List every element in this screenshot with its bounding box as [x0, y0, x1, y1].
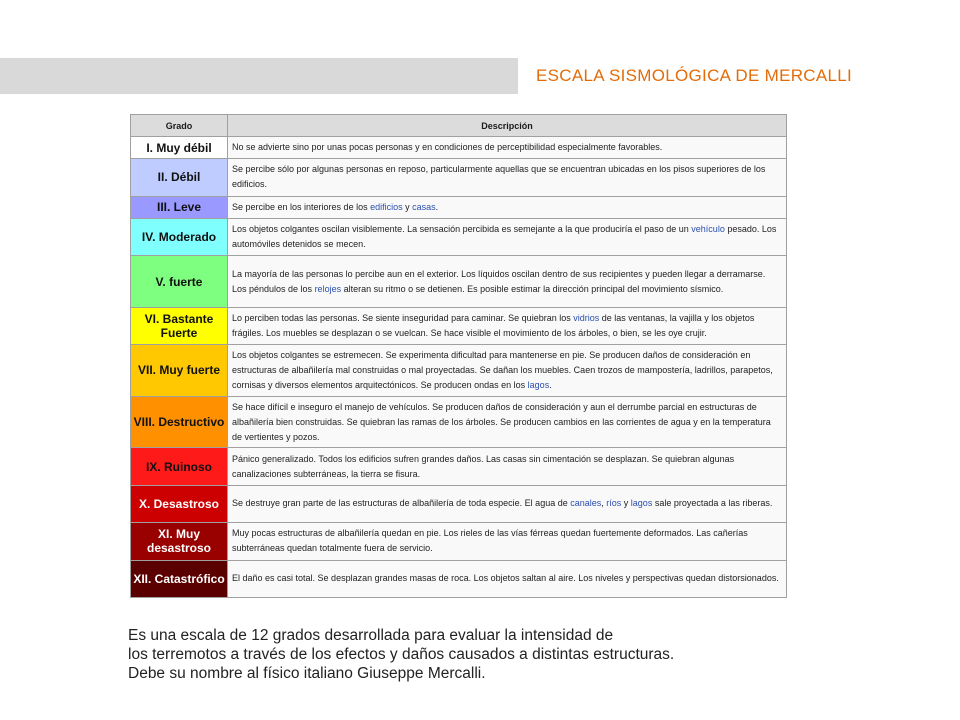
descripcion-cell [228, 561, 786, 598]
grado-cell: III. Leve [131, 197, 227, 218]
slide-title: ESCALA SISMOLÓGICA DE MERCALLI [536, 66, 853, 85]
description-link[interactable]: casas [412, 201, 436, 212]
description-segment: y [402, 201, 413, 212]
table-row [131, 486, 786, 522]
description-text [128, 626, 828, 683]
table-row [131, 523, 786, 559]
grado-cell: IX. Ruinoso [131, 448, 227, 484]
descripcion-cell [228, 256, 786, 307]
descripcion-cell [228, 308, 786, 344]
description-link[interactable]: canales [570, 498, 602, 509]
table-row [131, 308, 786, 344]
grado-cell: I. Muy débil [131, 137, 227, 158]
description-segment: y [621, 498, 631, 509]
table-row [131, 219, 786, 255]
descripcion-cell [228, 397, 786, 448]
description-line: Debe su nombre al físico italiano Giuseppe Mercalli. [128, 665, 486, 682]
table-row [131, 137, 786, 158]
description-segment: Se hace difícil e inseguro el manejo de vehículos. Se producen daños de consideración y aun el derrumbe parcial en estructuras de albañilería bien construidas. Se quiebran las ramas de los árboles. Se producen cambios en las corrientes de agua y en la temperatura de vertientes y pozos. [232, 401, 771, 442]
grado-cell: VIII. Destructivo [131, 397, 227, 448]
description-segment: , [601, 498, 607, 509]
descripcion-cell [228, 523, 786, 559]
mercalli-table-container [130, 114, 787, 598]
description-segment: Pánico generalizado. Todos los edificios sufren grandes daños. Las casas sin cimentación se desplazan. Se quiebran algunas canalizaciones subterráneas, la tierra se fisura. [232, 453, 735, 479]
table-row [131, 561, 786, 598]
grado-cell: V. fuerte [131, 256, 227, 307]
description-segment: No se advierte sino por unas pocas personas y en condiciones de perceptibilidad especialmente favorables. [232, 142, 663, 153]
descripcion-cell [228, 137, 786, 158]
description-link[interactable]: ríos [606, 498, 622, 509]
description-link[interactable]: lagos [630, 498, 653, 509]
descripcion-cell [228, 197, 786, 218]
header-gray-bar [0, 58, 518, 94]
description-segment: La mayoría de las personas lo percibe aun en el exterior. Los líquidos oscilan dentro de sus recipientes y pueden llegar a derramarse. Los péndulos de los [232, 268, 766, 294]
description-link[interactable]: lagos [527, 379, 550, 390]
grado-cell: VI. Bastante Fuerte [131, 308, 227, 344]
grado-cell: VII. Muy fuerte [131, 345, 227, 396]
descripcion-cell [228, 159, 786, 195]
description-segment: Se percibe sólo por algunas personas en reposo, particularmente aquellas que se encuentran ubicadas en los pisos superiores de los edificios. [232, 164, 766, 190]
description-segment: Los objetos colgantes se estremecen. Se experimenta dificultad para mantenerse en pie. Se producen daños de consideración en estructuras de albañilería mal construidas o mal proyectadas. Se dañan los muebles. Caen trozos de mampostería, ladrillos, parapetos, cornisas y diversos elementos arquitectónicos. Se producen ondas en los [232, 349, 773, 390]
descripcion-cell [228, 219, 786, 255]
description-segment: . [435, 201, 439, 212]
grado-cell: IV. Moderado [131, 219, 227, 255]
description-segment: Muy pocas estructuras de albañilería quedan en pie. Los rieles de las vías férreas quedan fuertemente deformados. Las cañerías subterráneas quedan totalmente fuera de servicio. [232, 528, 748, 554]
description-segment: El daño es casi total. Se desplazan grandes masas de roca. Los objetos saltan al aire. Los niveles y perspectivas quedan distorsionados. [232, 573, 779, 584]
description-segment: sale proyectada a las riberas. [652, 498, 773, 509]
table-row [131, 448, 786, 484]
description-segment: de las ventanas, la vajilla y los objetos frágiles. Los muebles se desplazan o se vuelcan. Se hace visible el movimiento de los árboles, o bien, se les oye crujir. [232, 313, 755, 338]
table-row [131, 256, 786, 307]
description-segment: Lo perciben todas las personas. Se siente inseguridad para caminar. Se quiebran los [232, 313, 574, 323]
description-segment: Los objetos colgantes oscilan visiblemente. La sensación percibida es semejante a la que produciría el paso de un [232, 224, 692, 235]
table-body [131, 137, 786, 597]
grado-cell: II. Débil [131, 159, 227, 195]
description-segment: . [549, 379, 552, 390]
descripcion-cell [228, 448, 786, 484]
description-link[interactable]: vidrios [573, 313, 600, 323]
descripcion-cell [228, 345, 786, 396]
description-segment: pesado. Los automóviles detenidos se mecen. [232, 224, 777, 250]
description-segment: Se percibe en los interiores de los [232, 201, 371, 212]
description-link[interactable]: edificios [370, 201, 403, 212]
table-row [131, 159, 786, 195]
table-row [131, 345, 786, 396]
description-segment: Se destruye gran parte de las estructuras de albañilería de toda especie. El agua de [232, 498, 571, 509]
mercalli-table [130, 114, 787, 598]
grado-cell: XI. Muy desastroso [131, 523, 227, 559]
description-line: Es una escala de 12 grados desarrollada para evaluar la intensidad de [128, 627, 614, 644]
header-descripcion: Descripción [228, 115, 786, 136]
table-row [131, 397, 786, 448]
description-line: los terremotos a través de los efectos y daños causados a distintas estructuras. [128, 646, 675, 663]
description-segment: alteran su ritmo o se detienen. Es posible estimar la dirección principal del movimiento sísmico. [341, 283, 724, 294]
description-link[interactable]: relojes [314, 283, 342, 294]
table-row [131, 197, 786, 218]
grado-cell: X. Desastroso [131, 486, 227, 522]
description-link[interactable]: vehículo [691, 224, 725, 235]
grado-cell: XII. Catastrófico [131, 561, 227, 598]
descripcion-cell [228, 486, 786, 522]
header-grado: Grado [131, 115, 227, 136]
table-header-row [131, 115, 786, 136]
